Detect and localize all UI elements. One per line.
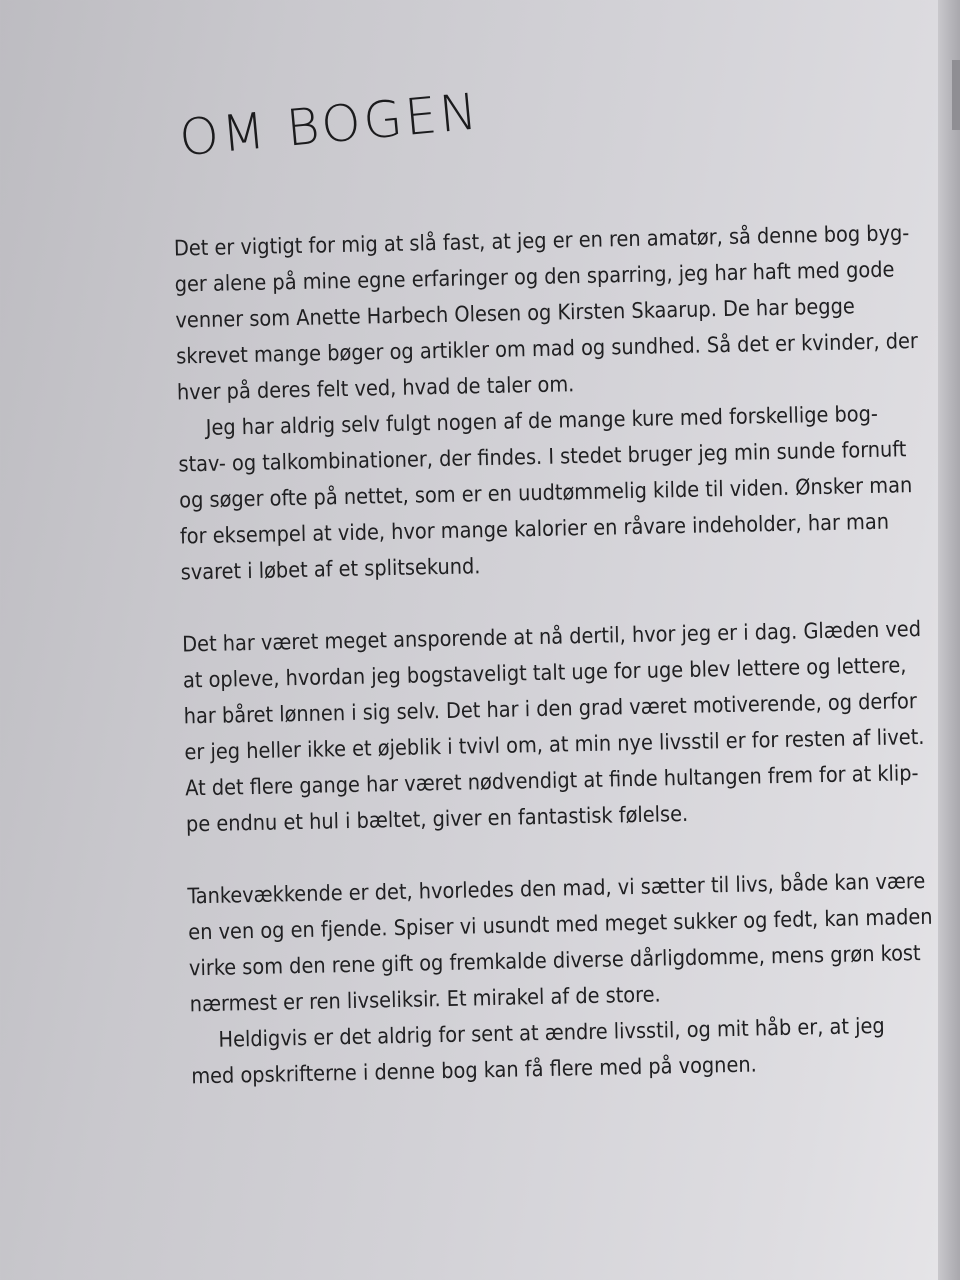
text-line: med opskrifterne i denne bog kan få flere med på vognen. — [191, 1052, 758, 1090]
text-line: pe endnu et hul i bæltet, giver en fantastisk følelse. — [185, 801, 689, 838]
text-line: Det har været meget ansporende at nå dertil, hvor jeg er i dag. Glæden ved — [181, 616, 922, 658]
paragraph-1 — [174, 216, 938, 412]
body-text — [174, 216, 952, 1096]
paragraph-3 — [182, 612, 946, 844]
text-line: venner som Anette Harbech Olesen og Kirsten Skaarup. De har begge — [175, 294, 856, 334]
text-line: at opleve, hvordan jeg bogstaveligt talt uge for uge blev lettere og lettere, — [182, 653, 907, 694]
text-line: stav- og talkombinationer, der findes. I stedet bruger jeg min sunde fornuft — [178, 437, 907, 478]
text-line: skrevet mange bøger og artikler om mad og sundhed. Så det er kvinder, der — [175, 328, 919, 370]
text-line: nærmest er ren livseliksir. Et mirakel af de store. — [189, 982, 661, 1018]
text-line: og søger ofte på nettet, som er en uudtømmelig kilde til viden. Ønsker man — [178, 473, 913, 514]
text-line: svaret i løbet af et splitsekund. — [180, 554, 481, 586]
text-line: Jeg har aldrig selv fulgt nogen af de mange kure med forskellige bog- — [205, 401, 879, 441]
text-line: hver på deres felt ved, hvad de taler om. — [176, 372, 575, 406]
adjacent-page-shadow — [952, 60, 960, 130]
text-line: er jeg heller ikke et øjeblik i tvivl om, at min nye livsstil er for resten af livet. — [184, 724, 925, 766]
book-page — [150, 43, 960, 1119]
paragraph-4 — [187, 863, 950, 1023]
page-title: OM BOGEN — [176, 82, 483, 168]
text-line: for eksempel at vide, hvor mange kalorier en råvare indeholder, har man — [179, 509, 890, 550]
text-line: Tankevækkende er det, hvorledes den mad, vi sætter til livs, både kan være — [187, 868, 926, 910]
text-line: en ven og en fjende. Spiser vi usundt med meget sukker og fedt, kan maden — [188, 904, 933, 946]
text-line: har båret lønnen i sig selv. Det har i den grad været motiverende, og derfor — [183, 689, 918, 730]
paragraph-5 — [190, 1007, 951, 1095]
text-line: Heldigvis er det aldrig for sent at ændre livsstil, og mit håb er, at jeg — [218, 1013, 885, 1053]
text-line: Det er vigtigt for mig at slå fast, at jeg er en ren amatør, så denne bog byg- — [173, 221, 910, 262]
text-line: At det flere gange har været nødvendigt at finde hultangen frem for at klip- — [185, 761, 919, 802]
paragraph-2 — [177, 396, 941, 592]
text-line: ger alene på mine egne erfaringer og den sparring, jeg har haft med gode — [174, 257, 895, 298]
text-line: virke som den rene gift og fremkalde diverse dårligdomme, mens grøn kost — [188, 941, 921, 982]
